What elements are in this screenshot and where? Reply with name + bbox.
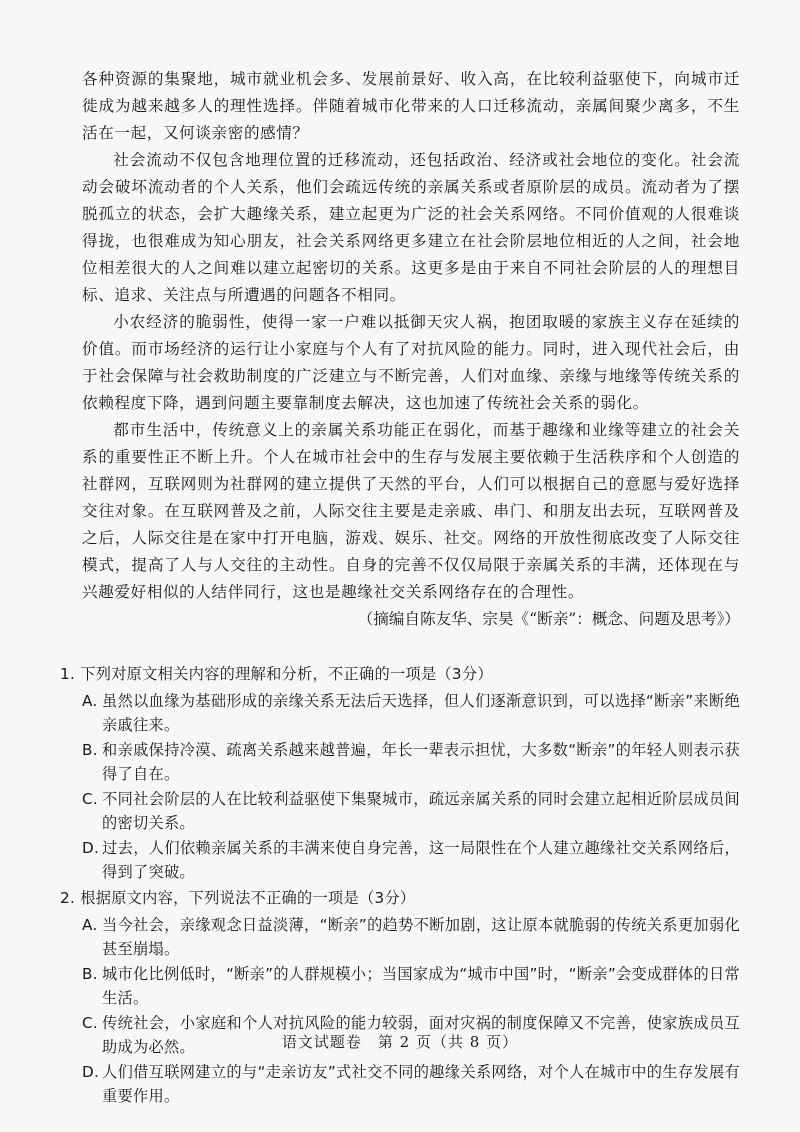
option-letter: D. (82, 1063, 100, 1081)
option-letter: C. (82, 790, 99, 808)
reading-passage (82, 66, 740, 633)
option-c[interactable] (82, 788, 740, 835)
passage-paragraph: 社会流动不仅包含地理位置的迁移流动，还包括政治、经济或社会地位的变化。社会流动会破坏流动者的个人关系，他们会疏远传统的亲属关系或者原阶层的成员。流动者为了摆脱孤立的状态，会扩大趣缘关系，建立起更为广泛的社会关系网络。不同价值观的人很难谈得拢，也很难成为知心朋友，社会关系网络更多建立在社会阶层地位相近的人之间，社会地位相差很大的人之间难以建立起密切的关系。这更多是由于来自不同社会阶层的人的理想目标、追求、关注点与所遭遇的问题各不相同。 (82, 151, 740, 304)
option-a[interactable] (82, 914, 740, 961)
option-letter: A. (82, 692, 98, 710)
option-text: 城市化比例低时，“断亲”的人群规模小；当国家成为“城市中国”时，“断亲”会变成群体的日常生活。 (102, 965, 740, 1007)
option-text: 当今社会，亲缘观念日益淡薄，“断亲”的趋势不断加剧，这让原本就脆弱的传统关系更加弱化甚至崩塌。 (102, 916, 740, 958)
option-b[interactable] (82, 963, 740, 1010)
option-d[interactable] (82, 837, 740, 884)
option-text: 和亲戚保持冷漠、疏离关系越来越普遍，年长一辈表示担忧，大多数“断亲”的年轻人则表示获得了自在。 (102, 741, 740, 783)
option-letter: D. (82, 839, 100, 857)
option-letter: B. (82, 741, 98, 759)
option-text: 过去，人们依赖亲属关系的丰满来使自身完善，这一局限性在个人建立趣缘社交关系网络后，得到了突破。 (102, 839, 740, 881)
question-2 (60, 886, 740, 1108)
passage-source: （摘编自陈友华、宗昊《“断亲”：概念、问题及思考》） (357, 610, 740, 628)
passage-paragraph: 各种资源的集聚地，城市就业机会多、发展前景好、收入高，在比较利益驱使下，向城市迁徙成为越来越多人的理性选择。伴随着城市化带来的人口迁移流动，亲属间聚少离多，不生活在一起，又何谈亲密的感情？ (82, 70, 740, 142)
option-d[interactable] (82, 1061, 740, 1108)
page-footer: 语文试题卷 第 2 页（共 8 页） (281, 1033, 519, 1051)
option-b[interactable] (82, 739, 740, 786)
question-stem: 1. 下列对原文相关内容的理解和分析，不正确的一项是（3分） (60, 665, 493, 683)
option-text: 传统社会，小家庭和个人对抗风险的能力较弱，面对灾祸的制度保障又不完善，使家族成员互助成为必然。 (102, 1014, 740, 1056)
option-a[interactable] (82, 690, 740, 737)
passage-paragraph: 都市生活中，传统意义上的亲属关系功能正在弱化，而基于趣缘和业缘等建立的社会关系的重要性正不断上升。个人在城市社会中的生存与发展主要依赖于生活秩序和个人创造的社群网，互联网则为社群网的建立提供了天然的平台，人们可以根据自己的意愿与爱好选择交往对象。在互联网普及之前，人际交往主要是走亲戚、串门、和朋友出去玩，互联网普及之后，人际交往是在家中打开电脑，游戏、娱乐、社交。网络的开放性彻底改变了人际交往模式，提高了人与人交往的主动性。自身的完善不仅仅局限于亲属关系的丰满，还体现在与兴趣爱好相似的人结伴同行，这也是趣缘社交关系网络存在的合理性。 (82, 421, 740, 601)
passage-paragraph: 小农经济的脆弱性，使得一家一户难以抵御天灾人祸，抱团取暖的家族主义存在延续的价值。而市场经济的运行让小家庭与个人有了对抗风险的能力。同时，进入现代社会后，由于社会保障与社会救助制度的广泛建立与不断完善，人们对血缘、亲缘与地缘等传统关系的依赖程度下降，遇到问题主要靠制度去解决，这也加速了传统社会关系的弱化。 (82, 313, 740, 412)
option-text: 人们借互联网建立的与“走亲访友”式社交不同的趣缘关系网络，对个人在城市中的生存发展有重要作用。 (102, 1063, 740, 1105)
option-letter: B. (82, 965, 98, 983)
question-1 (60, 662, 740, 884)
question-stem: 2. 根据原文内容，下列说法不正确的一项是（3分） (60, 889, 416, 907)
option-letter: C. (82, 1014, 99, 1032)
option-letter: A. (82, 916, 98, 934)
option-text: 不同社会阶层的人在比较利益驱使下集聚城市，疏远亲属关系的同时会建立起相近阶层成员间的密切关系。 (102, 790, 740, 832)
option-text: 虽然以血缘为基础形成的亲缘关系无法后天选择，但人们逐渐意识到，可以选择“断亲”来断绝亲戚往来。 (102, 692, 740, 734)
